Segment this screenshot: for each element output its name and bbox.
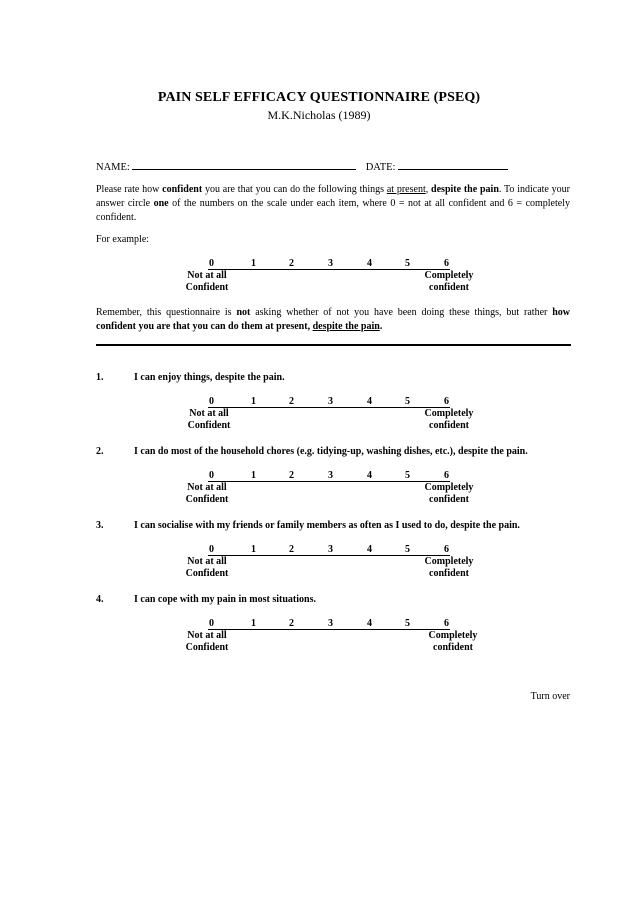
question-number: 4.: [96, 594, 104, 605]
scale-number-3[interactable]: 3: [328, 544, 333, 555]
scale-line: [208, 555, 450, 556]
scale-line: [208, 481, 450, 482]
scale-number-4[interactable]: 4: [367, 396, 372, 407]
question-1-scale: [183, 396, 483, 436]
scale-number-1[interactable]: 1: [251, 470, 256, 481]
scale-high-label: Completely confident: [424, 482, 474, 505]
scale-low-label: Not at all Confident: [185, 630, 229, 653]
question-3-scale: [183, 544, 483, 584]
document-title: PAIN SELF EFFICACY QUESTIONNAIRE (PSEQ): [157, 90, 481, 105]
scale-number-5[interactable]: 5: [405, 258, 410, 269]
question-text: I can socialise with my friends or family members as often as I used to do, despite the pain.: [134, 520, 520, 531]
question-number: 2.: [96, 446, 104, 457]
scale-low-label: Not at all Confident: [185, 270, 229, 293]
date-label: DATE:: [365, 162, 396, 173]
scale-number-2[interactable]: 2: [289, 470, 294, 481]
scale-number-3[interactable]: 3: [328, 470, 333, 481]
scale-number-4[interactable]: 4: [367, 544, 372, 555]
question-text: I can cope with my pain in most situations.: [134, 594, 316, 605]
scale-number-3[interactable]: 3: [328, 258, 333, 269]
name-date-row: [96, 159, 508, 173]
scale-number-3[interactable]: 3: [328, 618, 333, 629]
question-2-scale: [183, 470, 483, 510]
scale-number-2[interactable]: 2: [289, 544, 294, 555]
scale-number-1[interactable]: 1: [251, 618, 256, 629]
scale-number-1[interactable]: 1: [251, 258, 256, 269]
reminder-paragraph: Remember, this questionnaire is not asking whether of not you have been doing these things, but rather how confident you are that you can do them at present, despite the pain.: [96, 307, 571, 332]
scale-number-5[interactable]: 5: [405, 618, 410, 629]
scale-number-6[interactable]: 6: [444, 470, 449, 481]
scale-number-3[interactable]: 3: [328, 396, 333, 407]
scale-number-5[interactable]: 5: [405, 470, 410, 481]
scale-number-0[interactable]: 0: [209, 470, 214, 481]
scale-line: [208, 269, 450, 270]
scale-line: [208, 407, 450, 408]
question-4-scale: [183, 618, 483, 658]
scale-number-6[interactable]: 6: [444, 544, 449, 555]
example-label: For example:: [96, 234, 150, 245]
scale-number-6[interactable]: 6: [444, 618, 449, 629]
question-text: I can do most of the household chores (e.g. tidying-up, washing dishes, etc.), despite the pain.: [134, 446, 528, 457]
scale-line: [208, 629, 450, 630]
instructions-paragraph: Please rate how confident you are that you can do the following things at present, despite the pain. To indicate your answer circle one of the numbers on the scale under each item, where 0 = not at all confident and 6 = completely confident.: [96, 184, 571, 223]
scale-number-1[interactable]: 1: [251, 544, 256, 555]
scale-number-6[interactable]: 6: [444, 258, 449, 269]
scale-number-2[interactable]: 2: [289, 396, 294, 407]
scale-number-4[interactable]: 4: [367, 618, 372, 629]
scale-number-5[interactable]: 5: [405, 396, 410, 407]
scale-number-0[interactable]: 0: [209, 258, 214, 269]
example-scale: [183, 258, 483, 298]
scale-high-label: Completely confident: [424, 270, 474, 293]
scale-number-5[interactable]: 5: [405, 544, 410, 555]
scale-high-label: Completely confident: [424, 408, 474, 431]
date-field[interactable]: [398, 159, 508, 170]
scale-low-label: Not at all Confident: [185, 482, 229, 505]
scale-number-4[interactable]: 4: [367, 258, 372, 269]
name-label: NAME:: [96, 162, 130, 173]
scale-number-2[interactable]: 2: [289, 258, 294, 269]
question-number: 1.: [96, 372, 104, 383]
scale-number-0[interactable]: 0: [209, 618, 214, 629]
document-author: M.K.Nicholas (1989): [267, 108, 371, 122]
scale-number-2[interactable]: 2: [289, 618, 294, 629]
scale-low-label: Not at all Confident: [185, 556, 229, 579]
scale-high-label: Completely confident: [424, 556, 474, 579]
scale-low-label: Not at all Confident: [187, 408, 231, 431]
section-divider: [96, 344, 571, 346]
question-text: I can enjoy things, despite the pain.: [134, 372, 285, 383]
scale-number-4[interactable]: 4: [367, 470, 372, 481]
scale-high-label: Completely confident: [428, 630, 478, 653]
scale-number-6[interactable]: 6: [444, 396, 449, 407]
turn-over-note: Turn over: [530, 691, 570, 702]
name-field[interactable]: [132, 159, 356, 170]
question-number: 3.: [96, 520, 104, 531]
scale-number-0[interactable]: 0: [209, 396, 214, 407]
scale-number-1[interactable]: 1: [251, 396, 256, 407]
scale-number-0[interactable]: 0: [209, 544, 214, 555]
